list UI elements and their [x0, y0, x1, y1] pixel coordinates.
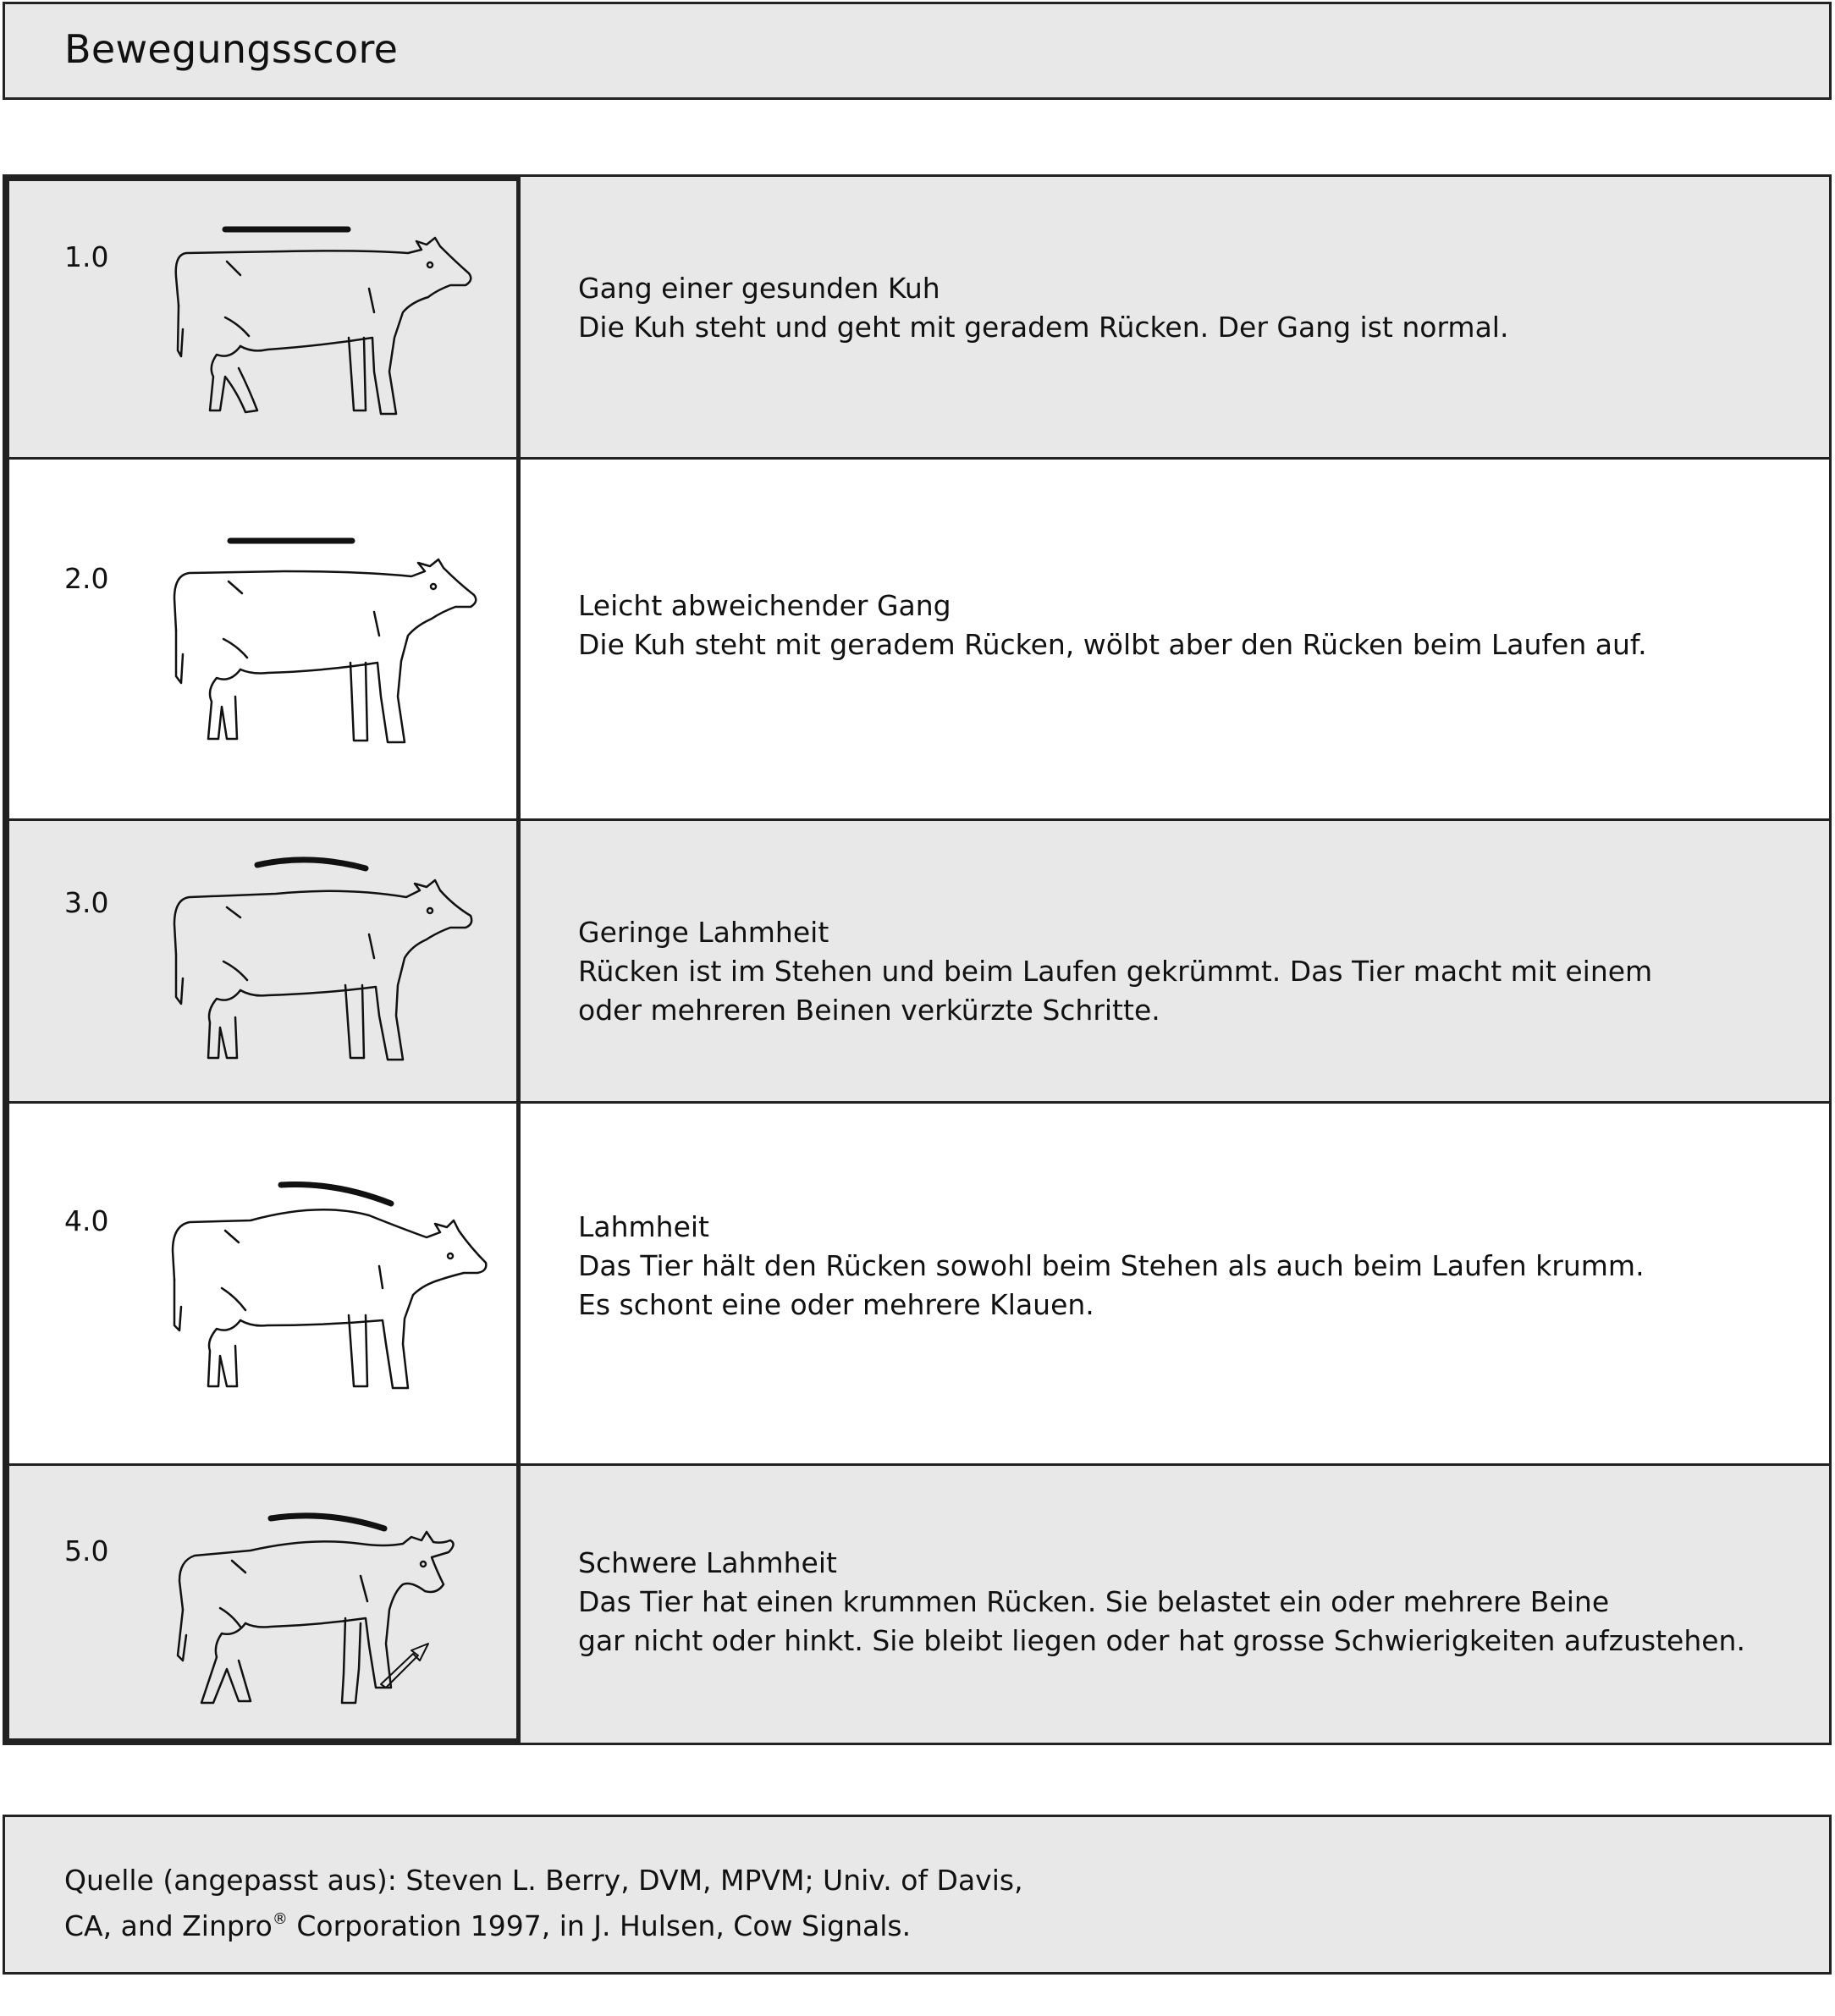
column-divider — [517, 1104, 521, 1463]
description-title: Schwere Lahmheit — [578, 1546, 837, 1579]
registered-mark: ® — [272, 1910, 288, 1928]
description-title: Lahmheit — [578, 1210, 709, 1243]
score-row-1 — [5, 177, 1829, 460]
description-title: Gang einer gesunden Kuh — [578, 272, 940, 305]
score-number: 4.0 — [64, 1204, 109, 1237]
cow-illustration-severe-lameness — [157, 1500, 479, 1728]
source-line-2 — [64, 1900, 1023, 1946]
description-line: Das Tier hält den Rücken sowohl beim Stehen als auch beim Laufen krumm. — [578, 1249, 1645, 1282]
source-line-2-start: CA, and Zinpro — [64, 1909, 273, 1942]
score-row-3 — [5, 821, 1829, 1104]
row-description — [578, 1208, 1645, 1325]
source-line-2-end: Corporation 1997, in J. Hulsen, Cow Signals. — [287, 1909, 912, 1942]
score-row-2 — [5, 460, 1829, 821]
cow-illustration-lameness — [157, 1170, 488, 1407]
score-row-4 — [5, 1104, 1829, 1466]
description-title: Leicht abweichender Gang — [578, 589, 951, 622]
description-line: oder mehreren Beinen verkürzte Schritte. — [578, 994, 1160, 1027]
row-description — [578, 587, 1647, 664]
score-row-5 — [5, 1466, 1829, 1743]
row-description — [578, 269, 1508, 347]
source-line-1: Quelle (angepasst aus): Steven L. Berry, DVM, MPVM; Univ. of Davis, — [64, 1864, 1023, 1897]
description-title: Geringe Lahmheit — [578, 916, 829, 949]
description-line: Die Kuh steht und geht mit geradem Rücken. Der Gang ist normal. — [578, 311, 1509, 344]
column-divider — [517, 821, 521, 1101]
source-citation — [64, 1861, 1023, 1946]
description-line: Die Kuh steht mit geradem Rücken, wölbt aber den Rücken beim Laufen auf. — [578, 628, 1647, 661]
cow-illustration-healthy — [157, 211, 479, 431]
source-box — [3, 1815, 1832, 1975]
score-number: 2.0 — [64, 562, 109, 595]
column-divider — [517, 177, 521, 457]
column-divider — [517, 1466, 521, 1743]
score-number: 3.0 — [64, 886, 109, 919]
locomotion-score-table — [3, 174, 1832, 1745]
header-box — [3, 2, 1832, 100]
row-description — [578, 913, 1652, 1030]
score-number: 1.0 — [64, 240, 109, 273]
row-description — [578, 1544, 1745, 1661]
page-title: Bewegungsscore — [64, 26, 399, 72]
description-line: Es schont eine oder mehrere Klauen. — [578, 1288, 1094, 1321]
cow-illustration-slightly-abnormal-gait — [157, 527, 479, 756]
column-divider — [517, 460, 521, 818]
cow-illustration-mild-lameness — [157, 846, 479, 1075]
description-line: gar nicht oder hinkt. Sie bleibt liegen oder hat grosse Schwierigkeiten aufzustehen. — [578, 1624, 1745, 1657]
description-line: Das Tier hat einen krummen Rücken. Sie belastet ein oder mehrere Beine — [578, 1585, 1610, 1618]
description-line: Rücken ist im Stehen und beim Laufen gekrümmt. Das Tier macht mit einem — [578, 955, 1653, 988]
score-number: 5.0 — [64, 1534, 109, 1567]
